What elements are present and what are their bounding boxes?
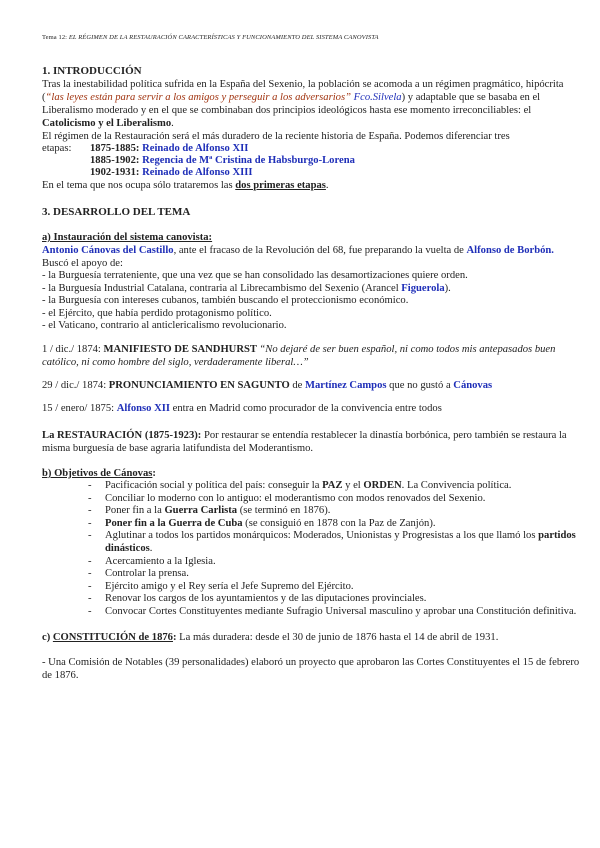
topic-header (42, 34, 582, 41)
list-item: - el Ejército, que había perdido protagonismo político. (42, 308, 582, 321)
section-a-heading: a) Instauración del sistema canovista: (42, 232, 213, 243)
section-c-heading: c) CONSTITUCIÓN de 1876: La más duradera: desde el 30 de junio de 1876 hasta el 14 de abril de 1931. (42, 631, 499, 643)
etapas-list (42, 143, 582, 179)
event-sagunto: 29 / dic./ 1874: PRONUNCIAMIENTO EN SAGUNTO de Martínez Campos que no gustó a Cánovas (42, 379, 493, 391)
canovas-name: Antonio Cánovas del Castillo (42, 245, 174, 256)
etapa-item: 1875-1885: Reinado de Alfonso XII (90, 143, 249, 154)
list-item: - Controlar la prensa. (88, 568, 582, 581)
alfonso-name: Alfonso de Borbón. (466, 245, 554, 256)
list-item: - Ejército amigo y el Rey sería el Jefe Supremo del Ejército. (88, 581, 582, 594)
list-item: - la Burguesía con intereses cubanos, también buscando el proteccionismo económico. (42, 295, 582, 308)
event-sandhurst: 1 / dic./ 1874: MANIFIESTO DE SANDHURST “No dejaré de ser buen español, ni como todos mis antepasados buen católico, ni como hombre del siglo, verdaderamente liberal…” (42, 343, 556, 368)
list-item: - Poner fin a la Guerra de Cuba (se consiguió en 1878 con la Paz de Zanjón). (88, 518, 582, 531)
list-item: - Conciliar lo moderno con lo antiguo: el moderantismo con modos renovados del Sexenio. (88, 493, 582, 506)
list-item: - Poner fin a la Guerra Carlista (se terminó en 1876). (88, 505, 582, 518)
list-item: - el Vaticano, contrario al anticlericalismo revolucionario. (42, 320, 582, 333)
list-item: - Aglutinar a todos los partidos monárquicos: Moderados, Unionistas y Progresistas a los que llamó los partidos dinásticos. (88, 530, 582, 555)
list-item: - la Burguesía terrateniente, que una vez que se han consolidado las desamortizaciones quiere orden. (42, 270, 582, 283)
etapa-item: 1885-1902: Regencia de Mª Cristina de Habsburgo-Lorena (90, 155, 355, 166)
list-item: - Renovar los cargos de los ayuntamientos y de las diputaciones provinciales. (88, 593, 582, 606)
intro-paragraph-2: El régimen de la Restauración será el más duradero de la reciente historia de España. Podemos diferenciar tres (42, 131, 510, 142)
objetivos-list (42, 480, 582, 619)
section-b-heading: b) Objetivos de Cánovas: (42, 467, 156, 479)
section-a-intro: Antonio Cánovas del Castillo, ante el fracaso de la Revolución del 68, fue preparando la vuelta de Alfonso de Borbón. Buscó el apoyo de: (42, 245, 554, 269)
section-c-paragraph: - Una Comisión de Notables (39 personalidades) elaboró un proyecto que aprobaron las Cortes Constituyentes el 15 de febrero de 1876. (42, 656, 580, 681)
list-item: - Convocar Cortes Constituyentes mediante Sufragio Universal masculino y aprobar una Constitución definitiva. (88, 606, 582, 619)
intro-paragraph-1: Tras la inestabilidad política sufrida en la España del Sexenio, la población se acomoda a un régimen pragmático, hipócrita (“las leyes están para servir a los amigos y perseguir a los adversarios” Fco.Silvela) y adaptable que se basaba en el Liberalismo moderado y en el que se combinaban dos principios ideológicos hasta ese momento irreconciliables: el Catolicismo y el Liberalismo. (42, 79, 564, 129)
intro-heading: 1. INTRODUCCIÓN (42, 65, 142, 77)
apoyos-list (42, 270, 582, 333)
event-alfonso-madrid: 15 / enero/ 1875: Alfonso XII entra en Madrid como procurador de la convivencia entre todos (42, 402, 442, 414)
silvela-quote: “las leyes están para servir a los amigos y perseguir a los adversarios” (45, 92, 351, 103)
topic-label: Tema 12: (42, 34, 68, 41)
etapas-label: etapas: (42, 143, 72, 154)
intro-paragraph-3: En el tema que nos ocupa sólo trataremos las dos primeras etapas. (42, 180, 329, 191)
silvela-author: Fco.Silvela (353, 92, 402, 103)
etapa-item: 1902-1931: Reinado de Alfonso XIII (90, 167, 253, 178)
list-item: - Acercamiento a la Iglesia. (88, 556, 582, 569)
list-item: - Pacificación social y política del país: conseguir la PAZ y el ORDEN. La Convivencia política. (88, 480, 582, 493)
list-item: - la Burguesía Industrial Catalana, contraria al Librecambismo del Sexenio (Arancel Figuerola). (42, 283, 582, 296)
document-page (42, 34, 582, 682)
restauracion-paragraph: La RESTAURACIÓN (1875-1923): Por restaurar se entendía restablecer la dinastía borbónica, pero también se restaura la misma burguesía de base agraria latifundista del Moderantismo. (42, 429, 567, 454)
topic-title: EL RÉGIMEN DE LA RESTAURACIÓN CARACTERÍSTICAS Y FUNCIONAMIENTO DEL SISTEMA CANOVISTA (68, 34, 379, 41)
figuerola-name: Figuerola (401, 282, 445, 294)
catolicismo-liberalismo: Catolicismo y el Liberalismo (42, 118, 172, 129)
dos-primeras-etapas: dos primeras etapas (235, 180, 326, 191)
desarrollo-heading: 3. DESARROLLO DEL TEMA (42, 206, 191, 218)
